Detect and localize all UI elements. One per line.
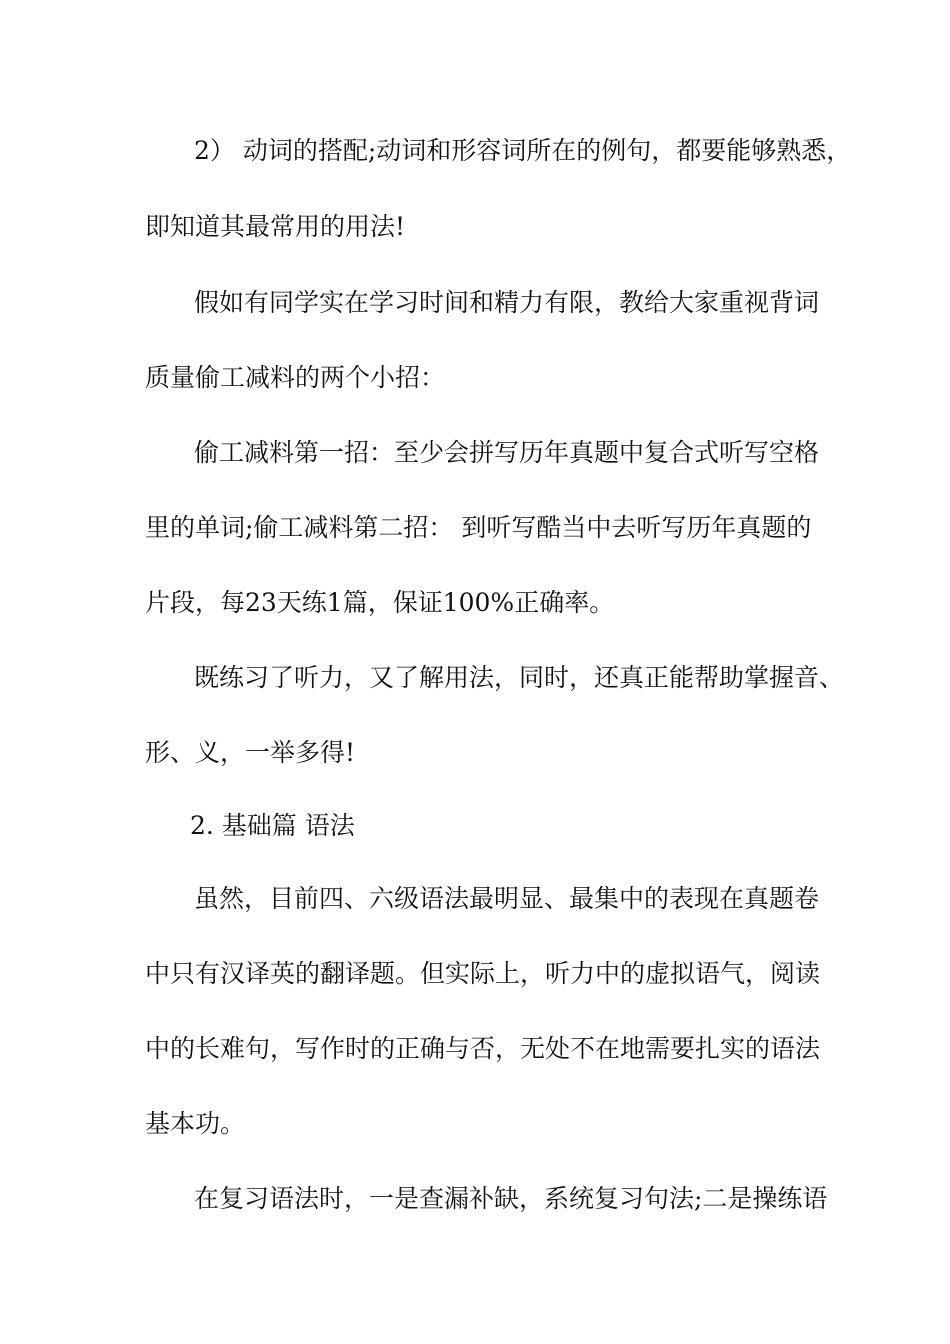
paragraph-line: 既练习了听力，又了解用法，同时，还真正能帮助掌握音、: [194, 663, 845, 692]
paragraph-line: 在复习语法时，一是查漏补缺，系统复习句法;二是操练语: [194, 1184, 828, 1213]
paragraph-line: 形、义，一举多得!: [145, 738, 356, 767]
paragraph-line: 中的长难句，写作时的正确与否，无处不在地需要扎实的语法: [145, 1034, 821, 1063]
paragraph-line: 片段，每23天练1篇，保证100%正确率。: [145, 588, 615, 617]
paragraph-line: 质量偷工减料的两个小招：: [145, 363, 446, 392]
paragraph-line: 基本功。: [145, 1109, 246, 1138]
paragraph-line: 里的单词;偷工减料第二招： 到听写酷当中去听写历年真题的: [145, 513, 812, 542]
paragraph-line: 2） 动词的搭配;动词和形容词所在的例句，都要能够熟悉，: [194, 136, 852, 165]
paragraph-line: 即知道其最常用的用法!: [145, 212, 406, 241]
paragraph-line: 虽然，目前四、六级语法最明显、最集中的表现在真题卷: [194, 884, 820, 913]
paragraph-line: 中只有汉译英的翻译题。但实际上，听力中的虚拟语气，阅读: [145, 959, 821, 988]
paragraph-line: 假如有同学实在学习时间和精力有限，教给大家重视背词: [194, 288, 820, 317]
section-heading: 2. 基础篇 语法: [190, 811, 355, 840]
paragraph-line: 偷工减料第一招：至少会拼写历年真题中复合式听写空格: [194, 438, 820, 467]
